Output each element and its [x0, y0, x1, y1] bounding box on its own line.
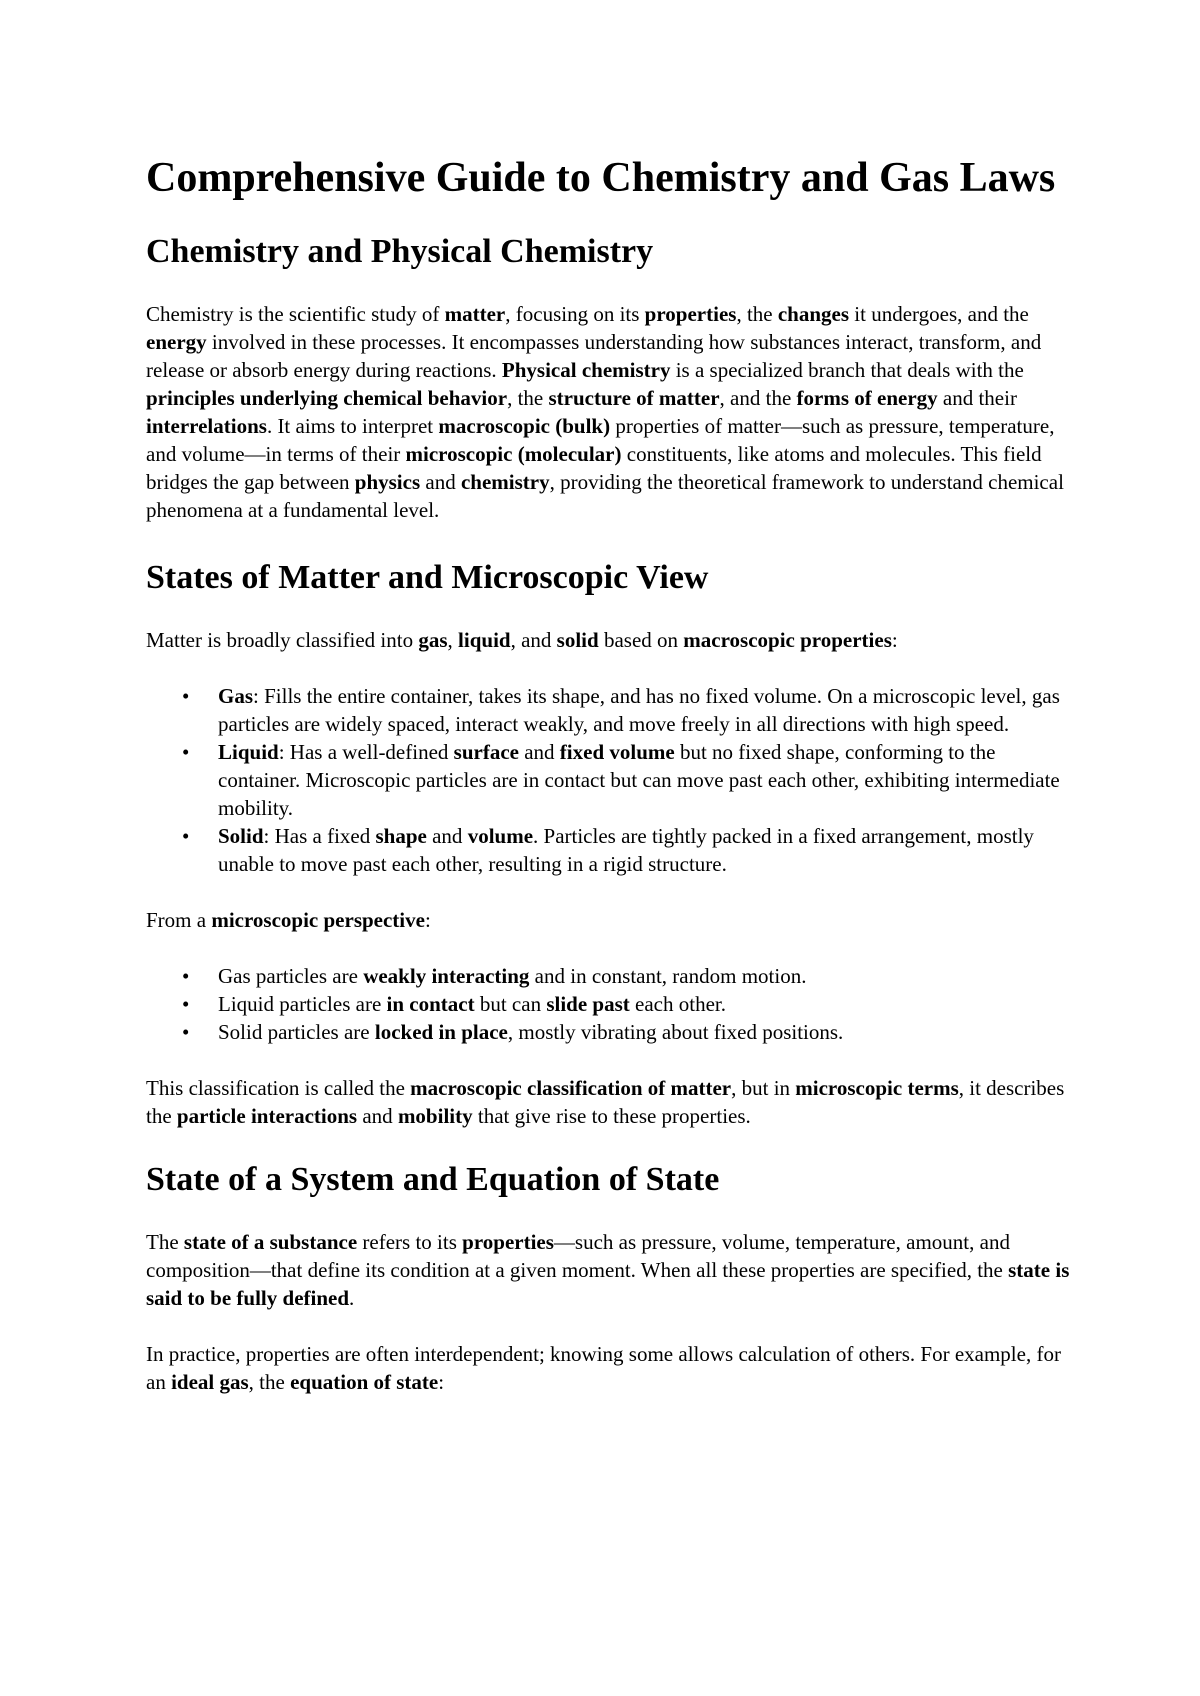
bold-term: microscopic perspective — [211, 908, 425, 932]
bold-term: microscopic terms — [795, 1076, 959, 1100]
chemistry-paragraph: Chemistry is the scientific study of matter, focusing on its properties, the changes it undergoes, and the energy involved in these processes. It encompasses understanding how substances interact, transform, and release or absorb energy during reactions. Physical chemistry is a specialized branch that deals with the principles underlying chemical behavior, the structure of matter, and the forms of energy and their interrelations. It aims to interpret macroscopic (bulk) properties of matter—such as pressure, temperature, and volume—in terms of their microscopic (molecular) constituents, like atoms and molecules. This field bridges the gap between physics and chemistry, providing the theoretical framework to understand chemical phenomena at a fundamental level. — [146, 302, 1064, 522]
bold-term: slide past — [546, 992, 630, 1016]
list-item-gas: • Gas: Fills the entire container, takes its shape, and has no fixed volume. On a microscopic level, gas particles are widely spaced, interact weakly, and move freely in all directions with high speed. — [218, 682, 1076, 738]
bold-term: locked in place — [374, 1020, 508, 1044]
bold-term: Solid — [218, 824, 264, 848]
bold-term: shape — [375, 824, 427, 848]
bold-term: structure of matter — [548, 386, 720, 410]
bold-term: changes — [777, 302, 850, 326]
bold-term: fixed volume — [559, 740, 675, 764]
bold-term: state is said to be fully defined — [146, 1258, 1070, 1310]
bold-term: surface — [453, 740, 519, 764]
bold-term: physics — [354, 470, 421, 494]
bold-term: solid — [556, 628, 599, 652]
bold-term: Liquid — [218, 740, 279, 764]
classification-paragraph: This classification is called the macroscopic classification of matter, but in microscopic terms, it describes the particle interactions and mobility that give rise to these properties. — [146, 1076, 1065, 1128]
microscopic-list — [146, 962, 1076, 1046]
equation-of-state-paragraph: In practice, properties are often interdependent; knowing some allows calculation of others. For example, for an ideal gas, the equation of state: — [146, 1342, 1061, 1394]
bold-term: Gas — [218, 684, 254, 708]
section-heading-chemistry: Chemistry and Physical Chemistry — [146, 233, 654, 270]
states-intro-paragraph: Matter is broadly classified into gas, liquid, and solid based on macroscopic properties: — [146, 628, 898, 652]
document-page — [146, 150, 1076, 1424]
list-item-liquid: • Liquid: Has a well-defined surface and fixed volume but no fixed shape, conforming to the container. Microscopic particles are in contact but can move past each other, exhibiting intermediate mobility. — [218, 738, 1076, 822]
bold-term: in contact — [386, 992, 475, 1016]
bold-term: equation of state — [290, 1370, 439, 1394]
bold-term: matter — [444, 302, 506, 326]
document-title: Comprehensive Guide to Chemistry and Gas Laws — [146, 155, 1056, 201]
bold-term: state of a substance — [183, 1230, 358, 1254]
bold-term: gas — [418, 628, 448, 652]
bold-term: mobility — [397, 1104, 473, 1128]
bold-term: macroscopic (bulk) — [438, 414, 611, 438]
bold-term: weakly interacting — [363, 964, 530, 988]
section-heading-states-of-matter: States of Matter and Microscopic View — [146, 559, 709, 596]
list-item-liquid-particles: • Liquid particles are in contact but can slide past each other. — [218, 990, 1076, 1018]
bold-term: forms of energy — [796, 386, 938, 410]
bold-term: chemistry — [460, 470, 550, 494]
state-definition-paragraph: The state of a substance refers to its properties—such as pressure, volume, temperature, amount, and composition—that define its condition at a given moment. When all these properties are specified, the state is said to be fully defined. — [146, 1230, 1070, 1310]
list-item-solid-particles: • Solid particles are locked in place, mostly vibrating about fixed positions. — [218, 1018, 1076, 1046]
states-list — [146, 682, 1076, 878]
bold-term: particle interactions — [176, 1104, 358, 1128]
list-item-solid: • Solid: Has a fixed shape and volume. Particles are tightly packed in a fixed arrangement, mostly unable to move past each other, resulting in a rigid structure. — [218, 822, 1076, 878]
bold-term: macroscopic classification of matter — [410, 1076, 732, 1100]
bold-term: ideal gas — [171, 1370, 249, 1394]
bold-term: energy — [146, 330, 207, 354]
list-item-gas-particles: • Gas particles are weakly interacting and in constant, random motion. — [218, 962, 1076, 990]
bold-term: principles underlying chemical behavior — [146, 386, 508, 410]
bold-term: properties — [462, 1230, 554, 1254]
bold-term: microscopic (molecular) — [405, 442, 622, 466]
bold-term: Physical chemistry — [501, 358, 671, 382]
bold-term: volume — [467, 824, 534, 848]
bold-term: interrelations — [146, 414, 267, 438]
bold-term: liquid — [458, 628, 511, 652]
section-heading-state-of-system: State of a System and Equation of State — [146, 1161, 720, 1198]
bold-term: properties — [644, 302, 737, 326]
microscopic-intro-paragraph: From a microscopic perspective: — [146, 908, 431, 932]
bold-term: macroscopic properties — [683, 628, 892, 652]
